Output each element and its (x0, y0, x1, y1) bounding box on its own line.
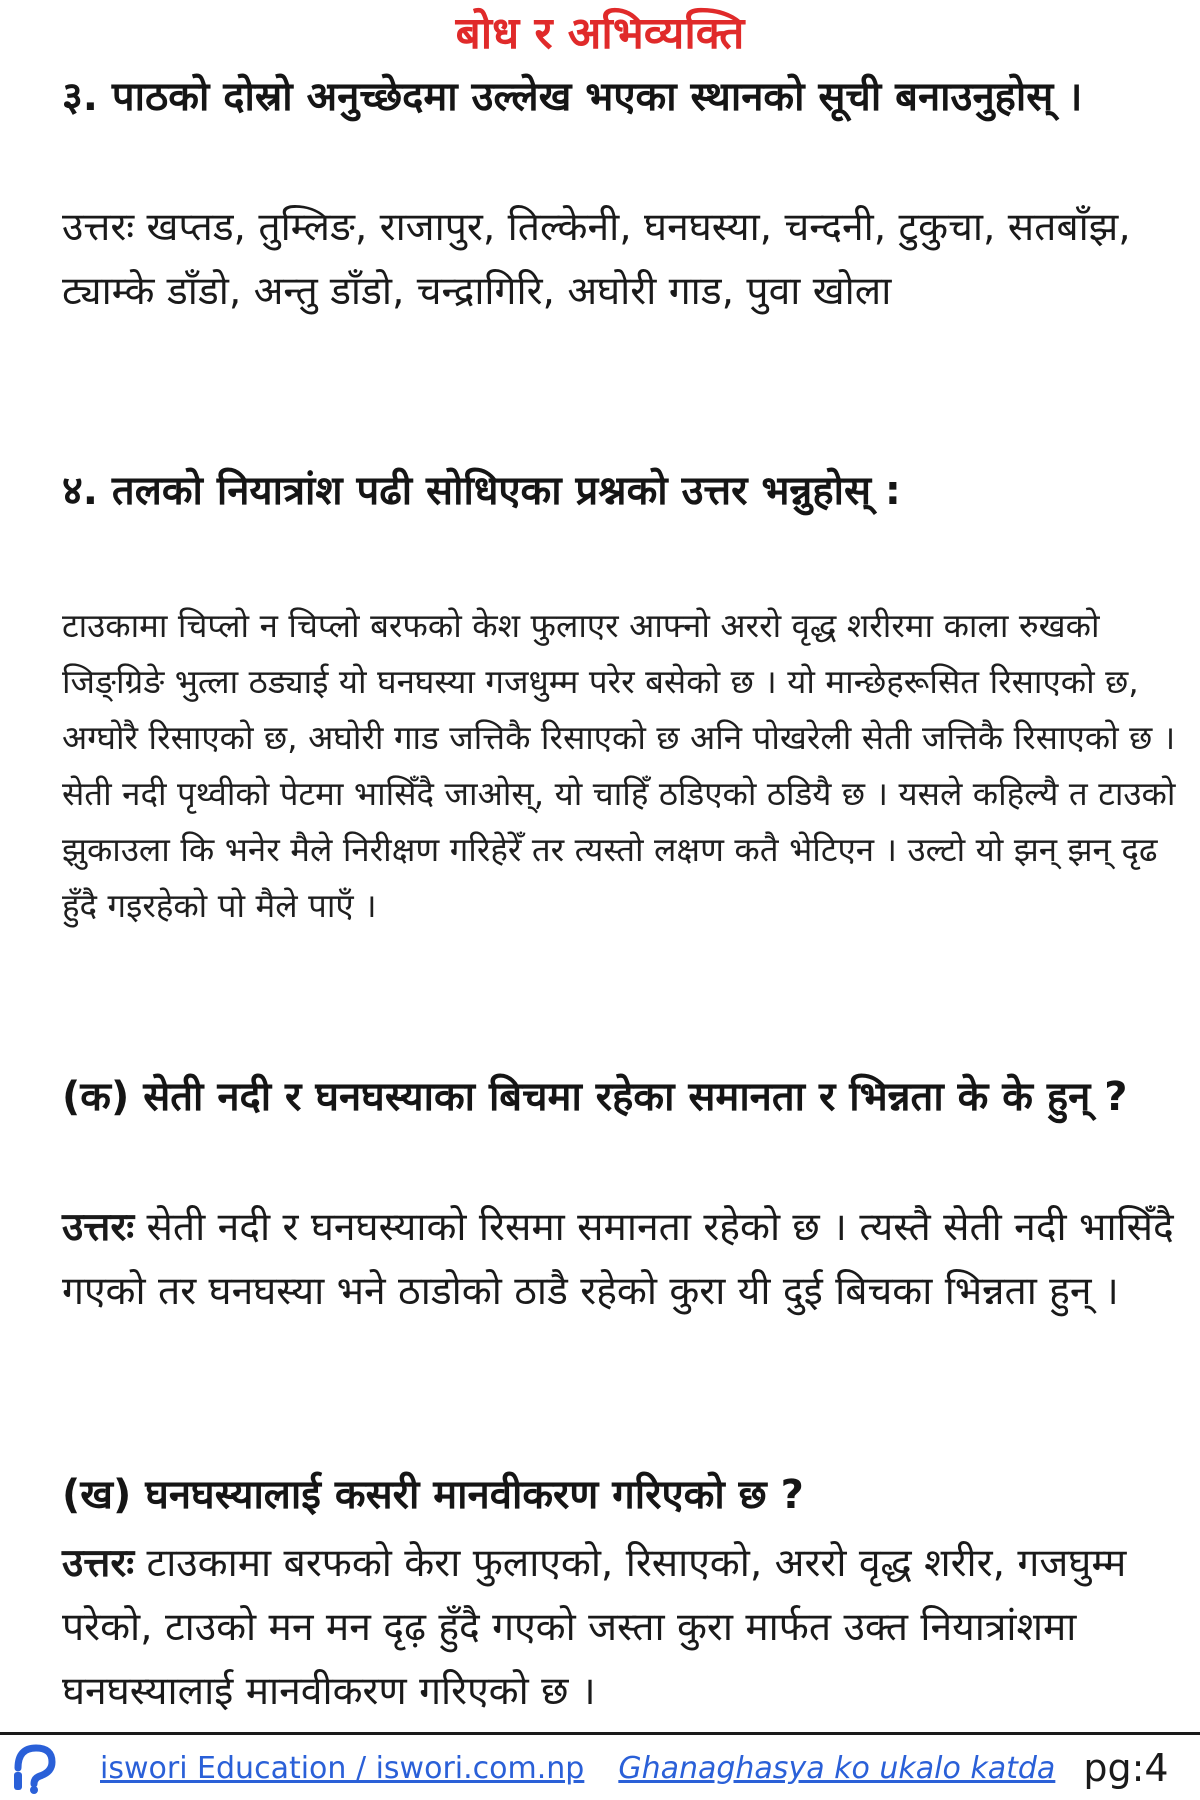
answer-label: उत्तरः (62, 1205, 135, 1250)
answer-text: सेती नदी र घनघस्याको रिसमा समानता रहेको छ । त्यस्तै सेती नदी भासिँदै गएको तर घनघस्या भने ठाडोको ठाडै रहेको कुरा यी दुई बिचका भिन्नता हुन् । (62, 1205, 1174, 1314)
answer-label: उत्तरः (62, 1541, 135, 1586)
page-number: pg:4 (1083, 1746, 1169, 1790)
question-kha-answer (62, 1532, 1182, 1724)
story-link[interactable]: Ghanaghasya ko ukalo katda (618, 1750, 1056, 1786)
question-3-heading: ३. पाठको दोस्रो अनुच्छेदमा उल्लेख भएका स्थानको सूची बनाउनुहोस् । (62, 74, 1083, 120)
info-logo-icon (8, 1742, 60, 1794)
footer-divider (0, 1732, 1200, 1735)
passage-text: टाउकामा चिप्लो न चिप्लो बरफको केश फुलाएर आफ्नो अररो वृद्ध शरीरमा काला रुखको जिङ्ग्रिङे भुत्ला ठड्याई यो घनघस्या गजधुम्म परेर बसेको छ । यो मान्छेहरूसित रिसाएको छ, अग्घोरै रिसाएको छ, अघोरी गाड जत्तिकै रिसाएको छ अनि पोखरेली सेती जत्तिकै रिसाएको छ । सेती नदी पृथ्वीको पेटमा भासिँदै जाओस्, यो चाहिँ ठडिएको ठडियै छ । यसले कहिल्यै त टाउको झुकाउला कि भनेर मैले निरीक्षण गरिहेरेँ तर त्यस्तो लक्षण कतै भेटिएन । उल्टो यो झन् झन् दृढ हुँदै गइरहेको पो मैले पाएँ । (62, 606, 1176, 925)
question-3-answer: उत्तरः खप्तड, तुम्लिङ, राजापुर, तिल्केनी, घनघस्या, चन्दनी, टुकुचा, सतबाँझ, ट्याम्के डाँडो, अन्तु डाँडो, चन्द्रागिरि, अघोरी गाड, पुवा खोला (62, 205, 1131, 314)
question-4-heading: ४. तलको नियात्रांश पढी सोधिएका प्रश्नको उत्तर भन्नुहोस् : (62, 468, 901, 514)
answer-text: टाउकामा बरफको केरा फुलाएको, रिसाएको, अररो वृद्ध शरीर, गजघुम्म परेको, टाउको मन मन दृढ़ हुँदै गएको जस्ता कुरा मार्फत उक्त नियात्रांशमा घनघस्यालाई मानवीकरण गरिएको छ । (62, 1541, 1127, 1714)
page-title: बोध र अभिव्यक्ति (455, 8, 745, 59)
site-link[interactable]: iswori Education / iswori.com.np (100, 1750, 585, 1786)
question-ka-heading: (क) सेती नदी र घनघस्याका बिचमा रहेका समानता र भिन्नता के के हुन् ? (62, 1074, 1128, 1120)
footer (0, 1740, 1200, 1796)
question-kha-heading: (ख) घनघस्यालाई कसरी मानवीकरण गरिएको छ ? (62, 1472, 804, 1518)
question-ka-answer (62, 1196, 1182, 1324)
